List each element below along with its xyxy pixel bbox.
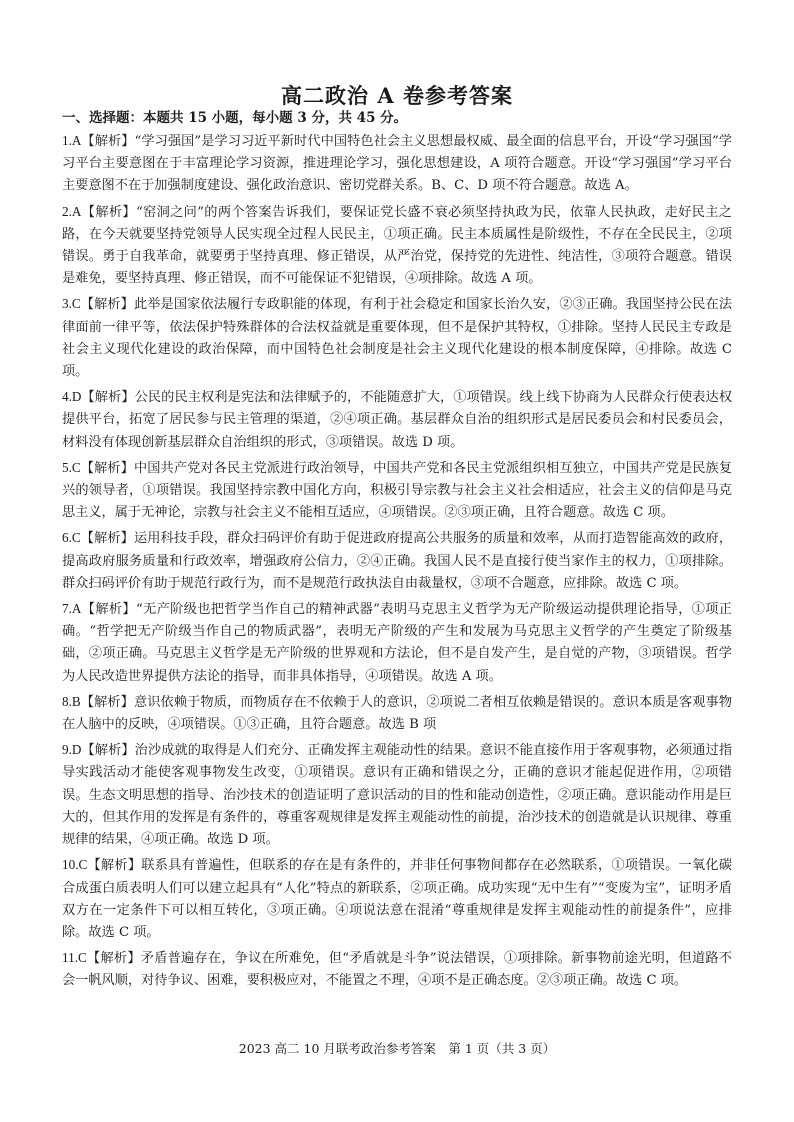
answer-number: 5.C [62,459,81,475]
answer-explanation: 此举是国家依法履行专政职能的体现，有利于社会稳定和国家长治久安，②③正确。我国坚持公民在法律面前一律平等，依法保护特殊群体的合法权益就是重要体现，但不是保护其特权，①排除。坚持人民民主专政是社会主义现代化建设的政治保障，而中国特色社会制度是社会主义现代化建设的根本制度保障，④排除。故选 C 项。 [62,297,733,380]
answer-item [62,293,732,383]
analysis-tag: 【解析】 [80,297,134,313]
analysis-tag: 【解析】 [81,602,136,618]
answer-item [62,527,732,595]
answer-number: 8.B [62,693,81,709]
analysis-tag: 【解析】 [81,390,135,406]
analysis-tag: 【解析】 [80,531,134,547]
answer-item [62,130,732,198]
answer-number: 10.C [62,857,88,873]
answer-item [62,386,732,454]
answer-list [62,130,732,996]
answer-number: 6.C [62,530,81,546]
analysis-tag: 【解析】 [87,858,142,874]
answer-number: 9.D [62,742,82,758]
answer-explanation: 联系具有普遍性，但联系的存在是有条件的，并非任何事物间都存在必然联系，①项错误。一氧化碳合成蛋白质表明人们可以建立起具有“人化”特点的新联系，②项正确。成功实现“无中生有”“变废为宝”，证明矛盾双方在一定条件下可以相互转化，③项正确。④项说法意在混淆“尊重规律是发挥主观能动性的前提条件”，应排除。故选 C 项。 [62,858,733,940]
answer-item [62,854,732,944]
answer-number: 1.A [62,133,82,148]
answer-explanation: “学习强国”是学习习近平新时代中国特色社会主义思想最权威、最全面的信息平台，开设“学习强国”学习平台主要意图在于丰富理论学习资源，推进理论学习，强化思想建设，A 项符合题意。开设“学习强国”学习平台主要意图不在于加强制度建设、强化政治意识、密切党群关系。B、C、D 项不符合题意。故选 A。 [62,134,732,194]
answer-item [62,691,732,736]
answer-item [62,739,732,851]
analysis-tag: 【解析】 [81,204,136,220]
page-footer: 2023 高二 10 月联考政治参考答案 第 1 页（共 3 页） [238,1041,556,1056]
answer-explanation: 矛盾普遍存在，争议在所难免，但“矛盾就是斗争”说法错误，①项排除。新事物前途光明，但道路不会一帆风顺，对待争议、困难，要积极应对，不能置之不理，④项不是正确态度。②③项正确。故选 C 项。 [62,951,732,989]
answer-explanation: 公民的民主权利是宪法和法律赋予的，不能随意扩大，①项错误。线上线下协商为人民群众行使表达权提供平台，拓宽了居民参与民主管理的渠道，②④项正确。基层群众自治的组织形式是居民委员会和村民委员会，材料没有体现创新基层群众自治组织的形式，③项错误。故选 D 项。 [62,390,733,450]
answer-item [62,457,732,525]
answer-item [62,201,732,291]
answer-number: 11.C [62,950,87,966]
answer-number: 4.D [62,389,82,405]
analysis-tag: 【解析】 [86,951,141,967]
answer-explanation: 意识依赖于物质，而物质存在不依赖于人的意识，②项说二者相互依赖是错误的。意识本质是客观事物在人脑中的反映，④项错误。①③正确，且符合题意。故选 B 项 [62,694,733,733]
answer-number: 3.C [62,296,81,312]
answer-explanation: 运用科技手段，群众扫码评价有助于促进政府提高公共服务的质量和效率，从而打造智能高效的政府，提高政府服务质量和行政效率，增强政府公信力，②④正确。我国人民不是直接行使当家作主的权力，①项排除。群众扫码评价有助于规范行政行为，而不是规范行政执法自由裁量权，③项不合题意，应排除。故选 C 项。 [62,531,733,591]
answer-explanation: “无产阶级也把哲学当作自己的精神武器”表明马克思主义哲学为无产阶级运动提供理论指导，①项正确。“哲学把无产阶级当作自己的物质武器”，表明无产阶级的产生和发展为马克思主义哲学的产生奠定了阶级基础，②项正确。马克思主义哲学是无产阶级的世界观和方法论，但不是自发产生，是自觉的产物，③项错误。哲学为人民改造世界提供方法论的指导，而非具体指导，④项错误。故选 A 项。 [62,602,732,684]
answer-item [62,598,732,688]
document-title: 高二政治 A 卷参考答案 [281,83,513,108]
answer-explanation: 中国共产党对各民主党派进行政治领导，中国共产党和各民主党派组织相互独立，中国共产党是民族复兴的领导者，①项错误。我国坚持宗教中国化方向，积极引导宗教与社会主义社会相适应，社会主义的信仰是马克思主义，属于无神论，宗教与社会主义不能相互适应，④项错误。②③项正确，且符合题意。故选 C 项。 [62,460,733,521]
answer-number: 7.A [62,601,82,617]
analysis-tag: 【解析】 [81,134,135,149]
answer-number: 2.A [62,203,82,219]
section-heading: 一、选择题：本题共 15 小题，每小题 3 分，共 45 分。 [62,110,408,126]
answer-explanation: 治沙成就的取得是人们充分、正确发挥主观能动性的结果。意识不能直接作用于客观事物，必须通过指导实践活动才能使客观事物发生改变，①项错误。意识有正确和错误之分，正确的意识才能起促进作用，②项错误。生态文明思想的指导、治沙技术的创造证明了意识活动的目的性和能动创造性，②项正确。意识能动作用是巨大的，但其作用的发挥是有条件的，尊重客观规律是发挥主观能动性的前提，治沙技术的创造就是认识规律、尊重规律的结果，④项正确。故选 D 项。 [62,743,733,848]
analysis-tag: 【解析】 [80,460,134,476]
analysis-tag: 【解析】 [80,694,134,710]
analysis-tag: 【解析】 [81,743,135,759]
answer-item [62,947,732,992]
answer-explanation: “窑洞之问”的两个答案告诉我们，要保证党长盛不衰必须坚持执政为民，依靠人民执政，走好民主之路，在今天就要坚持党领导人民实现全过程人民民主，①项正确。民主本质属性是阶级性，不存在全民民主，②项错误。勇于自我革命，就要勇于坚持真理、修正错误，从严治党，保持党的先进性、纯洁性，③项符合题意。错误是难免，要坚持真理、修正错误，而不可能保证不犯错误，④项排除。故选 A 项。 [62,204,732,287]
